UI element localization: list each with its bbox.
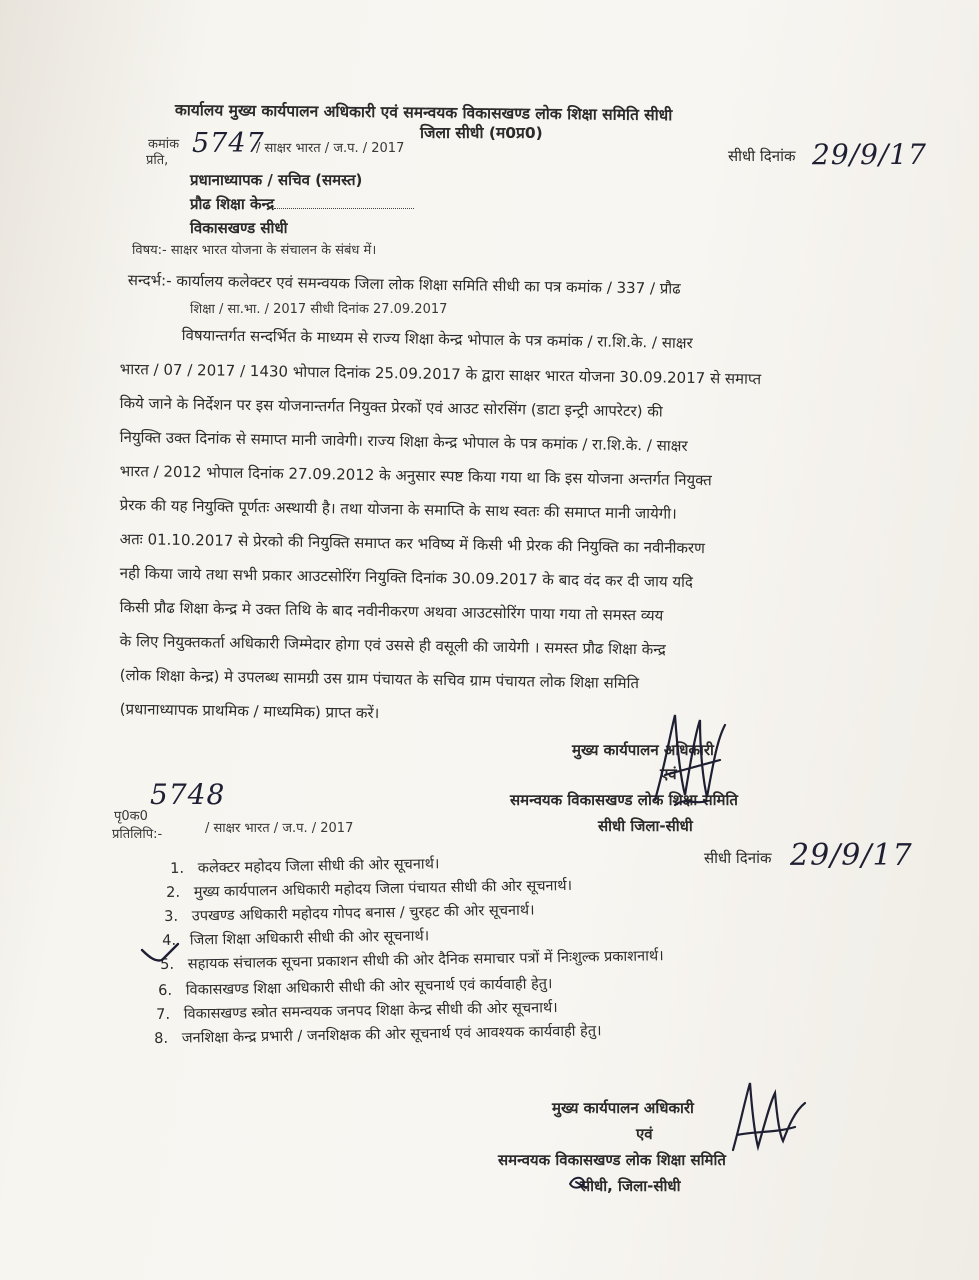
reference-line2: शिक्षा / सा.भा. / 2017 सीधी दिनांक 27.09.2017 bbox=[190, 302, 448, 317]
list-item-2: 2. मुख्य कार्यपालन अधिकारी महोदय जिला पंचायत सीधी की ओर सूचनार्थ। bbox=[166, 877, 573, 901]
signatory1-line1: मुख्य कार्यपालन अधिकारी bbox=[572, 741, 714, 759]
body-line-1: विषयान्तर्गत सन्दर्भित के माध्यम से राज्य शिक्षा केन्द्र भोपाल के पत्र कमांक / रा.शि.के. / साक्षर bbox=[181, 325, 693, 353]
body-line-2: भारत / 07 / 2017 / 1430 भोपाल दिनांक 25.09.2017 के द्वारा साक्षर भारत योजना 30.09.2017 से समाप्त bbox=[119, 359, 762, 389]
kramank-label: कमांक bbox=[148, 137, 180, 152]
list-item-4: 4. जिला शिक्षा अधिकारी सीधी की ओर सूचनार्थ। bbox=[162, 928, 430, 949]
pratilipi-label: प्रतिलिपि:- bbox=[112, 827, 163, 842]
signatory2-line1: मुख्य कार्यपालन अधिकारी bbox=[552, 1099, 694, 1117]
recipient-line2: प्रौढ शिक्षा केन्द्र bbox=[190, 194, 414, 214]
recipient-line3: विकासखण्ड सीधी bbox=[190, 219, 288, 237]
office-title-line1: कार्यालय मुख्य कार्यपालन अधिकारी एवं समन्वयक विकासखण्ड लोक शिक्षा समिति सीधी bbox=[174, 100, 673, 125]
body-line-5: भारत / 2012 भोपाल दिनांक 27.09.2012 के अनुसार स्पष्ट किया गया था कि इस योजना अन्तर्गत नियुक्त bbox=[119, 461, 712, 490]
body-line-12: (प्रधानाध्यापक प्राथमिक / माध्यमिक) प्राप्त करें। bbox=[119, 699, 380, 723]
signatory1-line4: सीधी जिला-सीधी bbox=[598, 817, 693, 835]
list-item-6: 6. विकासखण्ड शिक्षा अधिकारी सीधी की ओर सूचनार्थ एवं कार्यवाही हेतु। bbox=[158, 976, 553, 999]
initial-scribble bbox=[566, 1170, 590, 1194]
place-date-label: सीधी दिनांक bbox=[728, 147, 796, 165]
pu-label: पृ0क0 bbox=[114, 809, 148, 824]
handwritten-date: 29/9/17 bbox=[812, 138, 927, 171]
reference-line1: सन्दर्भ:- कार्यालय कलेक्टर एवं समन्वयक जिला लोक शिक्षा समिति सीधी का पत्र कमांक / 337 / प्रौढ bbox=[127, 270, 681, 298]
handwritten-date-2: 29/9/17 bbox=[790, 838, 913, 873]
kramank-number-handwritten: 5747 bbox=[192, 128, 265, 159]
list-item-7: 7. विकासखण्ड स्त्रोत समन्वयक जनपद शिक्षा केन्द्र सीधी की ओर सूचनार्थ। bbox=[156, 999, 558, 1023]
list-item-8: 8. जनशिक्षा केन्द्र प्रभारी / जनशिक्षक की ओर सूचनार्थ एवं आवश्यक कार्यवाही हेतु। bbox=[154, 1023, 602, 1047]
body-line-6: प्रेरक की यह नियुक्ति पूर्णतः अस्थायी है। तथा योजना के समाप्ति के साथ स्वतः की समाप्त मानी जायेगी। bbox=[119, 495, 677, 523]
subject: विषय:- साक्षर भारत योजना के संचालन के संबंध में। bbox=[132, 243, 377, 258]
list-item-3: 3. उपखण्ड अधिकारी महोदय गोपद बनास / चुरहट की ओर सूचनार्थ। bbox=[164, 902, 535, 925]
blank-line bbox=[274, 196, 414, 209]
list-item-5: 5. सहायक संचालक सूचना प्रकाशन सीधी की ओर दैनिक समाचार पत्रों में निःशुल्क प्रकाशनार्थ। bbox=[160, 948, 664, 973]
signature-scribble-2 bbox=[725, 1075, 815, 1165]
pu-suffix: / साक्षर भारत / ज.प. / 2017 bbox=[205, 821, 354, 836]
body-line-7: अतः 01.10.2017 से प्रेरको की नियुक्ति समाप्त कर भविष्य में किसी भी प्रेरक की नियुक्ति का नवीनीकरण bbox=[119, 529, 706, 558]
signatory2-line3: समन्वयक विकासखण्ड लोक शिक्षा समिति bbox=[498, 1151, 726, 1169]
body-line-4: नियुक्ति उक्त दिनांक से समाप्त मानी जावेगी। राज्य शिक्षा केन्द्र भोपाल के पत्र कमांक / रा.शि.के. / साक्षर bbox=[119, 427, 688, 455]
body-line-3: किये जाने के निर्देशन पर इस योजनान्तर्गत नियुक्त प्रेरकों एवं आउट सोरसिंग (डाटा इन्ट्री आपरेटर) की bbox=[119, 393, 663, 421]
tick-mark-icon bbox=[140, 940, 180, 966]
signatory2-line4: सीधी, जिला-सीधी bbox=[580, 1177, 681, 1195]
pu-number-handwritten: 5748 bbox=[150, 778, 226, 811]
signatory1-line3: समन्वयक विकासखण्ड लोक शिक्षा समिति bbox=[510, 791, 738, 809]
kramank-suffix: / साक्षर भारत / ज.प. / 2017 bbox=[256, 141, 405, 156]
body-line-11: (लोक शिक्षा केन्द्र) मे उपलब्ध सामग्री उस ग्राम पंचायत के सचिव ग्राम पंचायत लोक शिक्षा समिति bbox=[119, 665, 640, 693]
recipient-line1: प्रधानाध्यापक / सचिव (समस्त) bbox=[190, 171, 363, 189]
signatory2-line2: एवं bbox=[636, 1125, 653, 1143]
body-line-10: के लिए नियुक्तकर्ता अधिकारी जिम्मेदार होगा एवं उससे ही वसूली की जायेगी । समस्त प्रौढ शिक्षा केन्द्र bbox=[119, 631, 666, 659]
prati-label: प्रति, bbox=[146, 153, 169, 168]
list-item-1: 1. कलेक्टर महोदय जिला सीधी की ओर सूचनार्थ। bbox=[170, 856, 440, 877]
signature-scribble-1 bbox=[645, 705, 735, 815]
body-line-8: नही किया जाये तथा सभी प्रकार आउटसोरिंग नियुक्ति दिनांक 30.09.2017 के बाद वंद कर दी जाय यदि bbox=[119, 563, 694, 592]
body-line-9: किसी प्रौढ शिक्षा केन्द्र मे उक्त तिथि के बाद नवीनीकरण अथवा आउटसोरिंग पाया गया तो समस्त व्यय bbox=[119, 597, 664, 625]
office-title-line2: जिला सीधी (म0प्र0) bbox=[420, 124, 543, 142]
signatory1-line2: एवं bbox=[660, 765, 677, 783]
place-date-label-2: सीधी दिनांक bbox=[704, 849, 772, 867]
